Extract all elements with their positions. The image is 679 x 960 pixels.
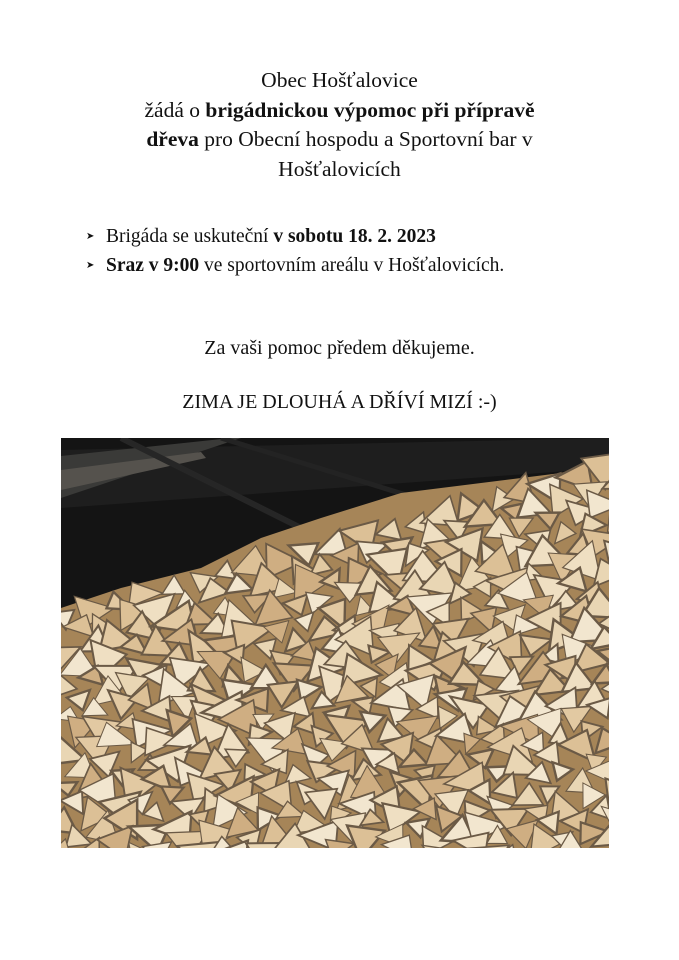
invitation-heading [70,66,609,184]
bullet-text: Brigáda se uskuteční [106,226,274,247]
triangle-right-icon: ➤ [86,260,95,271]
bullet-text: ve sportovním areálu v Hošťalovicích. [199,255,505,276]
thanks-text: Za vaši pomoc předem děkujeme. [204,337,475,359]
firewood-illustration [61,438,609,848]
heading-line-3-text: pro Obecní hospodu a Sportovní bar v [198,127,533,151]
triangle-right-icon: ➤ [86,231,95,242]
heading-line-4: Hošťalovicích [278,156,401,181]
heading-line-1: Obec Hošťalovice [261,68,418,92]
heading-line-2-text: žádá o [144,97,206,122]
heading-line-2-bold: brigádnickou výpomoc při přípravě [205,97,535,122]
firewood-stack-image [61,438,609,848]
heading-line-3 [70,125,609,155]
list-item [86,251,646,280]
details-list [86,222,646,280]
bullet-bold: Sraz v 9:00 [106,255,200,276]
heading-line-3-bold: dřeva [146,127,199,151]
list-item [86,222,646,251]
slogan-text: ZIMA JE DLOUHÁ A DŘÍVÍ MIZÍ :-) [182,391,497,413]
bullet-bold: v sobotu 18. 2. 2023 [273,226,436,247]
heading-line-2 [70,96,609,126]
